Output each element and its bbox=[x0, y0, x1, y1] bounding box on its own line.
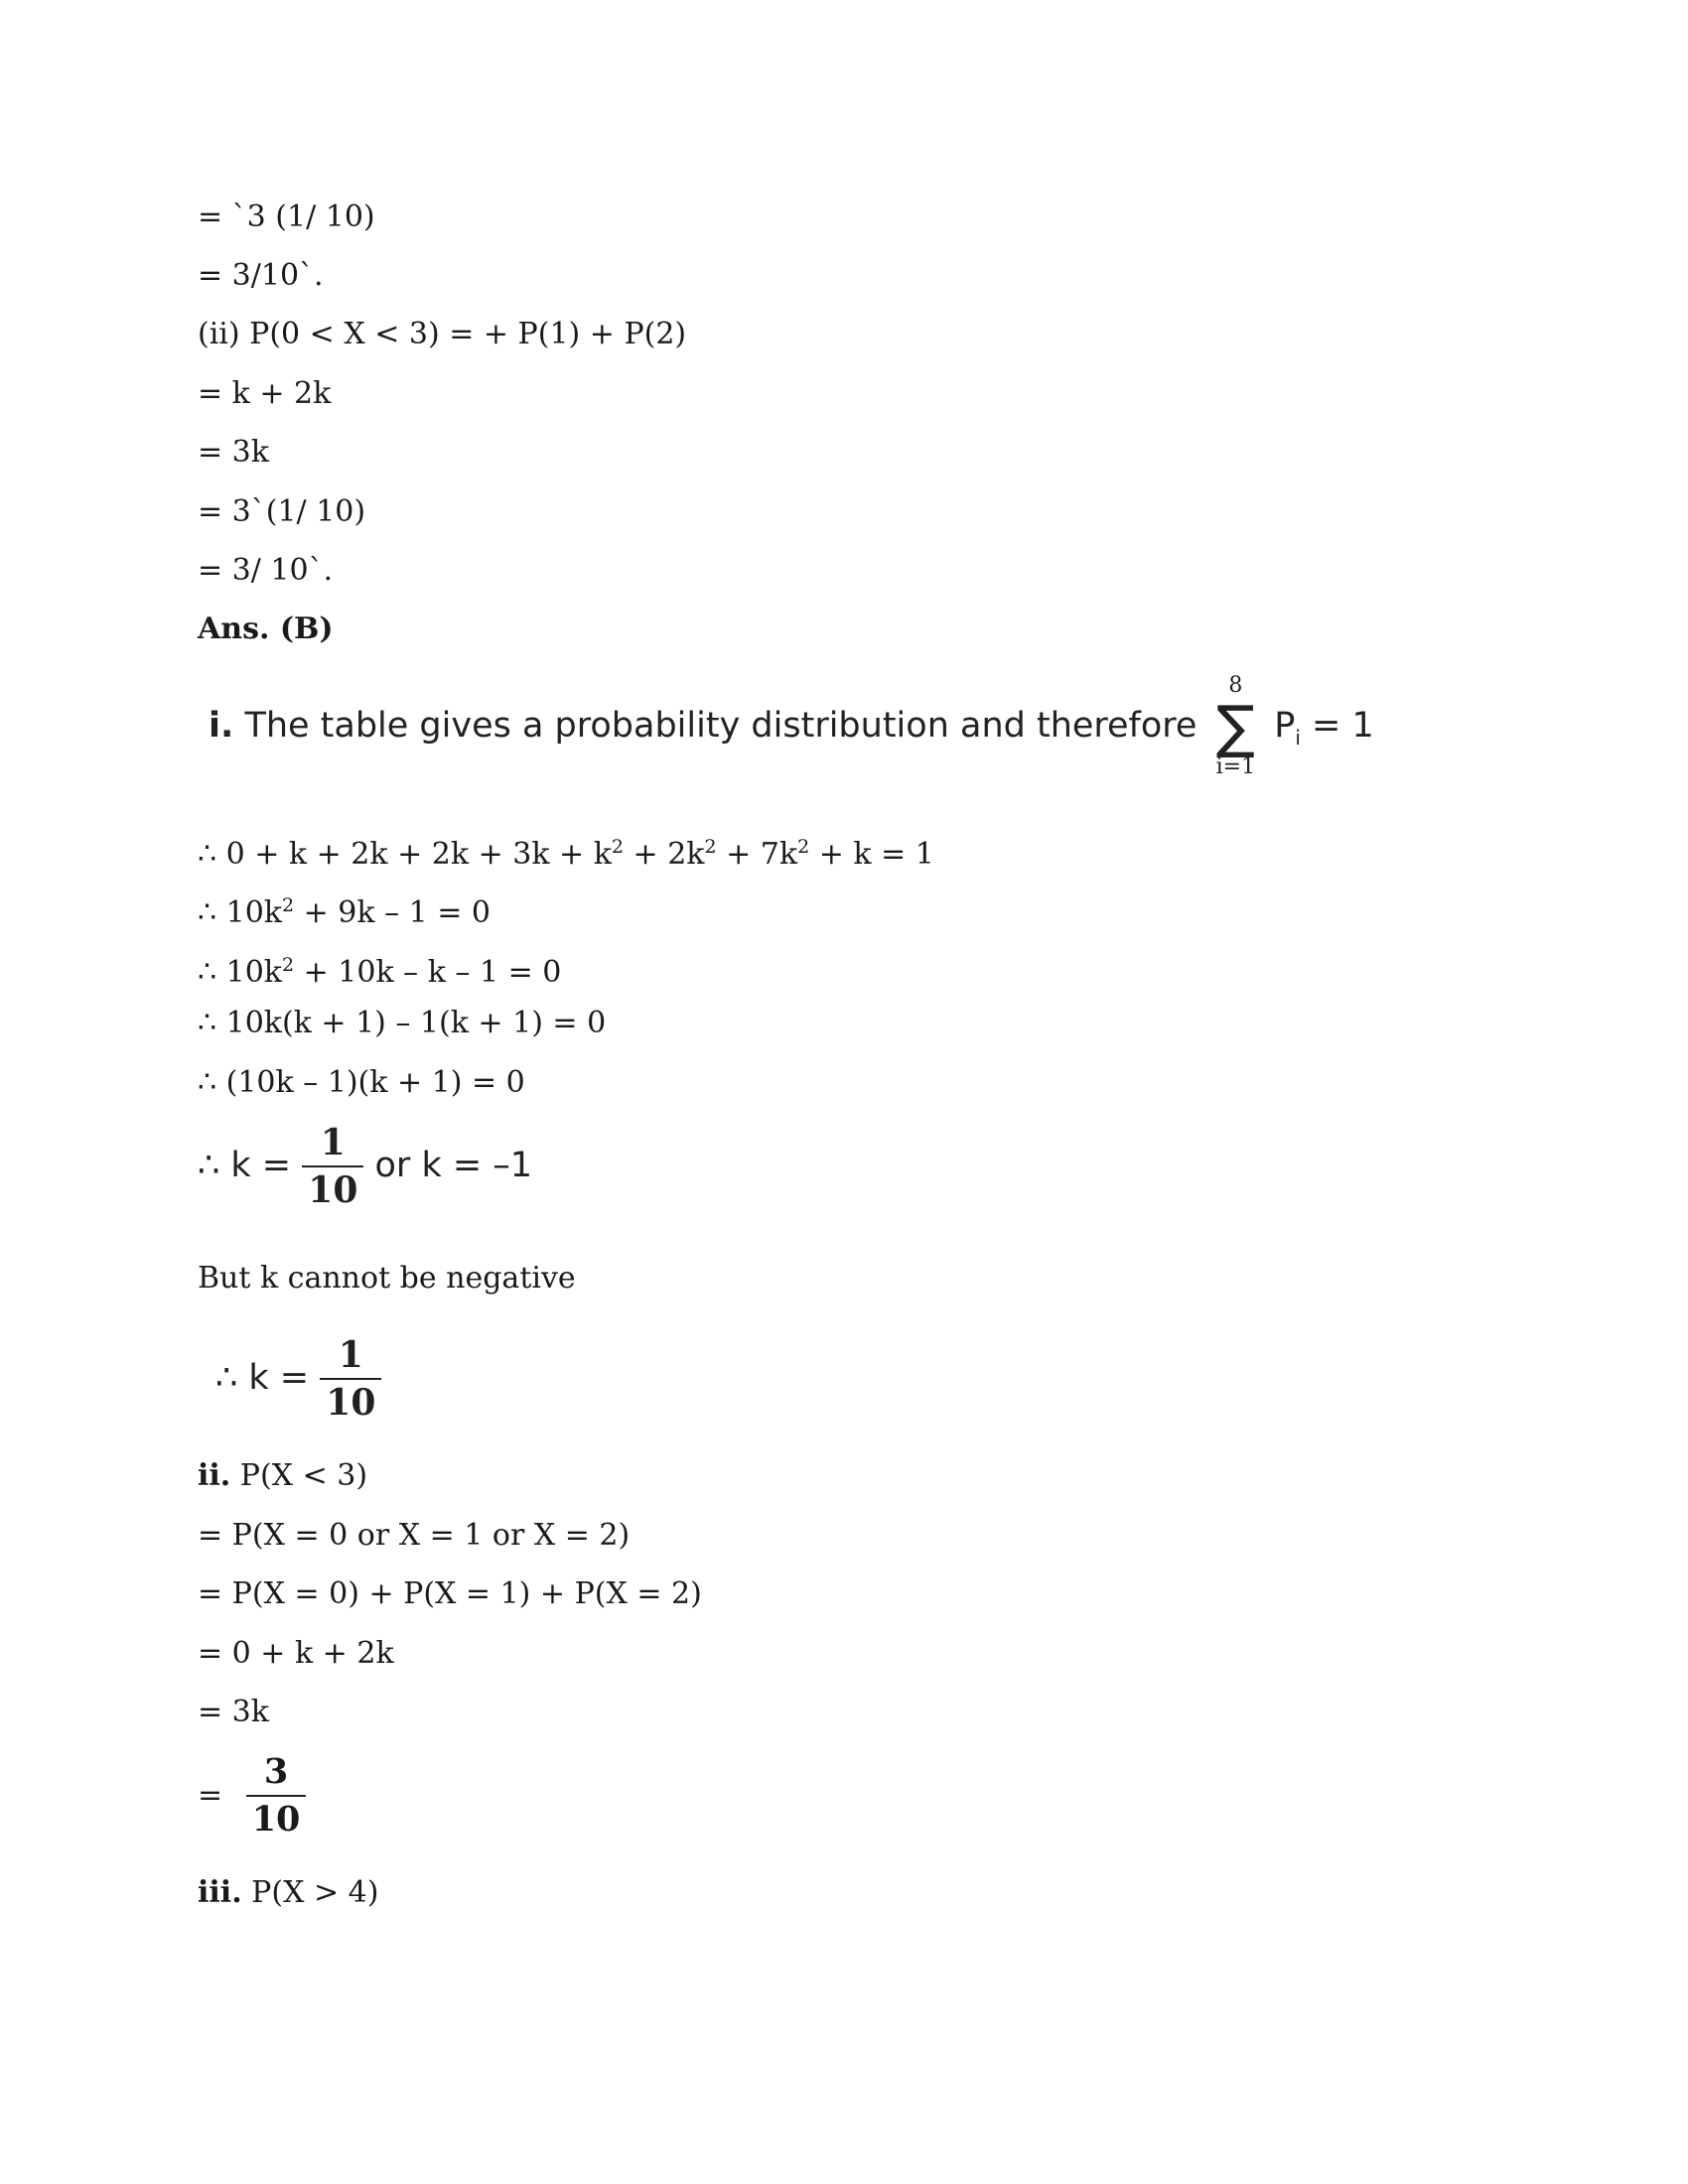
equation-line: ∴ (10k – 1)(k + 1) = 0 bbox=[198, 1065, 525, 1100]
result-line: = $\frac{3}{10}$ bbox=[198, 1749, 306, 1843]
answer-label: Ans. (B) bbox=[198, 612, 334, 646]
equation-line: = 0 + k + 2k bbox=[198, 1636, 394, 1671]
part-i-text: The table gives a probability distribution and therefore bbox=[244, 706, 1197, 746]
summation-rhs: = 1 bbox=[1312, 706, 1374, 746]
root-equation: ∴ k = $\frac{1}{10}$ or k = –1 bbox=[198, 1122, 533, 1211]
text-line: = 3/ 10`. bbox=[198, 553, 334, 588]
final-k: ∴ k = $\frac{1}{10}$ bbox=[215, 1332, 381, 1426]
part-i-heading bbox=[209, 673, 1374, 780]
fraction: $\frac{1}{10}$ bbox=[320, 1332, 381, 1426]
part-ii-marker: ii. bbox=[198, 1458, 231, 1493]
text-line: = `3 (1/ 10) bbox=[198, 200, 375, 234]
equation-line: ∴ $10k^2 + 10k - k - 1 = 0$ bbox=[198, 954, 562, 990]
part-ii-heading: ii. P(X < 3) bbox=[198, 1458, 368, 1493]
equation-line: ∴ $10k^2 + 9k - 1 = 0$ bbox=[198, 894, 492, 930]
summation bbox=[1216, 673, 1255, 780]
equation-line: = P(X = 0 or X = 1 or X = 2) bbox=[198, 1518, 631, 1553]
summation-term: $P_i$ bbox=[1274, 706, 1301, 750]
sigma-icon: ∑ bbox=[1215, 693, 1255, 760]
text-line: = 3k bbox=[198, 435, 269, 470]
equation-line: = P(X = 0) + P(X = 1) + P(X = 2) bbox=[198, 1576, 702, 1611]
text-line: = k + 2k bbox=[198, 376, 332, 411]
summation-lower-limit: i=1 bbox=[1215, 754, 1256, 779]
equation-line: = 3k bbox=[198, 1695, 269, 1729]
part-iii-heading: iii. P(X > 4) bbox=[198, 1875, 379, 1910]
equation-line: ∴ 10k(k + 1) – 1(k + 1) = 0 bbox=[198, 1006, 607, 1040]
fraction: $\frac{3}{10}$ bbox=[246, 1749, 307, 1843]
text-line: = 3`(1/ 10) bbox=[198, 494, 366, 529]
part-i-marker: i. bbox=[209, 706, 234, 746]
fraction: $\frac{1}{10}$ bbox=[302, 1120, 363, 1213]
equation-line: ∴ $0 + k + 2k + 2k + 3k + k^2 + 2k^2 + 7k^2 + k = 1$ bbox=[198, 836, 934, 872]
text-line: = 3/10`. bbox=[198, 258, 324, 293]
note-line: But k cannot be negative bbox=[198, 1261, 576, 1296]
part-iii-marker: iii. bbox=[198, 1875, 242, 1910]
text-line: (ii) P(0 < X < 3) = + P(1) + P(2) bbox=[198, 317, 687, 351]
summation-upper-limit: 8 bbox=[1228, 673, 1243, 698]
